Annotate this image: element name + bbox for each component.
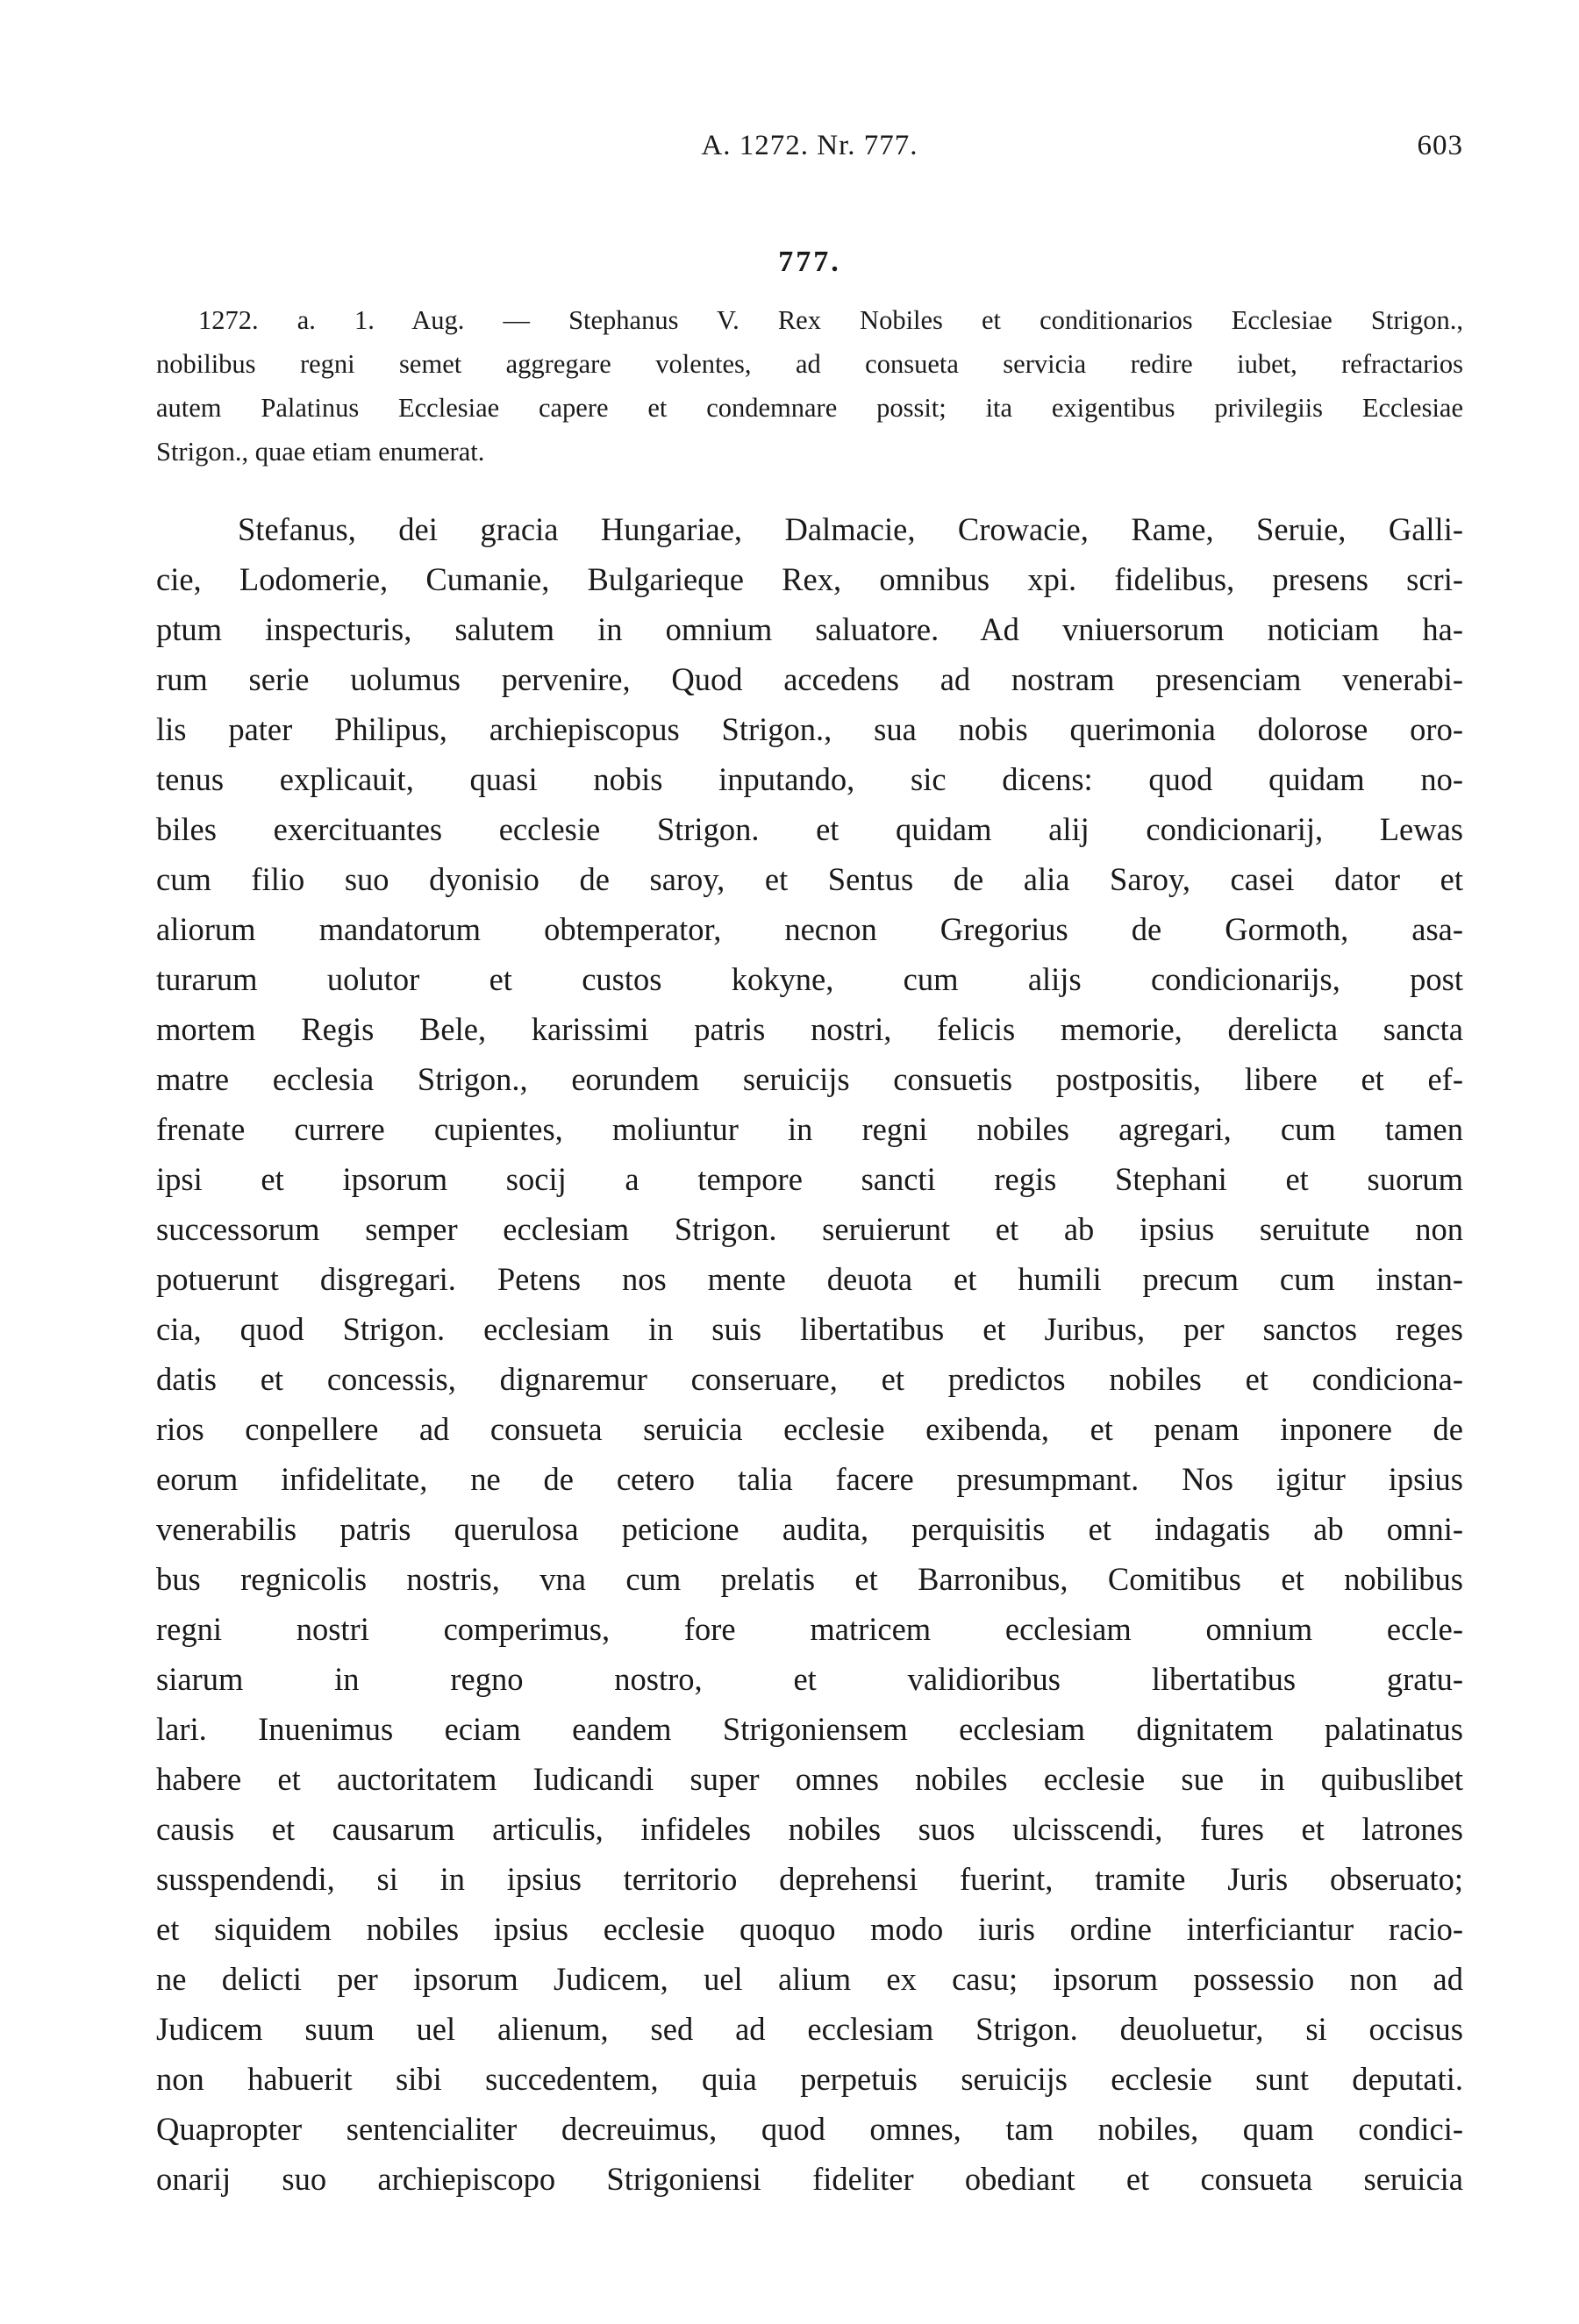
- text-line: biles exercituantes ecclesie Strigon. et quidam alij condicionarij, Lewas: [156, 811, 1463, 847]
- text-line: habere et auctoritatem Iudicandi super omnes nobiles ecclesie sue in quibuslibet: [156, 1761, 1463, 1797]
- text-line: ne delicti per ipsorum Judicem, uel alium ex casu; ipsorum possessio non ad: [156, 1961, 1463, 1997]
- regest-summary: [156, 298, 1463, 474]
- text-line: mortem Regis Bele, karissimi patris nostri, felicis memorie, derelicta sancta: [156, 1011, 1463, 1047]
- text-line: Stefanus, dei gracia Hungariae, Dalmacie, Crowacie, Rame, Seruie, Galli-: [238, 511, 1463, 547]
- page-number: 603: [1417, 130, 1463, 161]
- regest-line: 1272. a. 1. Aug. — Stephanus V. Rex Nobiles et conditionarios Ecclesiae Strigon.,: [198, 305, 1463, 335]
- text-line: onarij suo archiepiscopo Strigoniensi fideliter obediant et consueta seruicia: [156, 2161, 1463, 2197]
- text-line: et siquidem nobiles ipsius ecclesie quoquo modo iuris ordine interficiantur racio-: [156, 1911, 1463, 1947]
- text-line: rios conpellere ad consueta seruicia ecclesie exibenda, et penam inponere de: [156, 1411, 1463, 1447]
- text-line: bus regnicolis nostris, vna cum prelatis et Barronibus, Comitibus et nobilibus: [156, 1561, 1463, 1597]
- text-line: ipsi et ipsorum socij a tempore sancti regis Stephani et suorum: [156, 1161, 1463, 1197]
- text-line: datis et concessis, dignaremur conseruare, et predictos nobiles et condiciona-: [156, 1361, 1463, 1397]
- text-line: eorum infidelitate, ne de cetero talia facere presumpmant. Nos igitur ipsius: [156, 1461, 1463, 1497]
- text-line: potuerunt disgregari. Petens nos mente deuota et humili precum cum instan-: [156, 1261, 1463, 1297]
- text-line: susspendendi, si in ipsius territorio deprehensi fuerint, tramite Juris obseruato;: [156, 1861, 1463, 1897]
- text-line: frenate currere cupientes, moliuntur in regni nobiles agregari, cum tamen: [156, 1111, 1463, 1147]
- text-line: matre ecclesia Strigon., eorundem seruicijs consuetis postpositis, libere et ef-: [156, 1061, 1463, 1097]
- text-line: turarum uolutor et custos kokyne, cum alijs condicionarijs, post: [156, 961, 1463, 997]
- text-line: Judicem suum uel alienum, sed ad ecclesiam Strigon. deuoluetur, si occisus: [156, 2011, 1463, 2047]
- text-line: Quapropter sentencialiter decreuimus, quod omnes, tam nobiles, quam condici-: [156, 2111, 1463, 2147]
- regest-line: autem Palatinus Ecclesiae capere et condemnare possit; ita exigentibus privilegiis Ecclesiae: [156, 393, 1463, 423]
- document-number: 777.: [778, 246, 841, 278]
- text-line: venerabilis patris querulosa peticione audita, perquisitis et indagatis ab omni-: [156, 1511, 1463, 1547]
- text-line: cia, quod Strigon. ecclesiam in suis libertatibus et Juribus, per sanctos reges: [156, 1311, 1463, 1347]
- running-title: A. 1272. Nr. 777.: [701, 130, 918, 161]
- text-line: causis et causarum articulis, infideles nobiles suos ulcisscendi, fures et latrones: [156, 1811, 1463, 1847]
- text-line: tenus explicauit, quasi nobis inputando, sic dicens: quod quidam no-: [156, 761, 1463, 797]
- text-line: cie, Lodomerie, Cumanie, Bulgarieque Rex, omnibus xpi. fidelibus, presens scri-: [156, 561, 1463, 597]
- text-line: cum filio suo dyonisio de saroy, et Sentus de alia Saroy, casei dator et: [156, 861, 1463, 897]
- text-line: successorum semper ecclesiam Strigon. seruierunt et ab ipsius seruitute non: [156, 1211, 1463, 1247]
- text-line: siarum in regno nostro, et validioribus libertatibus gratu-: [156, 1661, 1463, 1697]
- text-line: rum serie uolumus pervenire, Quod accedens ad nostram presenciam venerabi-: [156, 661, 1463, 697]
- text-line: ptum inspecturis, salutem in omnium saluatore. Ad vniuersorum noticiam ha-: [156, 611, 1463, 647]
- regest-line: nobilibus regni semet aggregare volentes, ad consueta servicia redire iubet, refractarios: [156, 349, 1463, 379]
- regest-line: Strigon., quae etiam enumerat.: [156, 437, 485, 467]
- text-line: aliorum mandatorum obtemperator, necnon Gregorius de Gormoth, asa-: [156, 911, 1463, 947]
- text-line: lari. Inuenimus eciam eandem Strigoniensem ecclesiam dignitatem palatinatus: [156, 1711, 1463, 1747]
- text-line: lis pater Philipus, archiepiscopus Strigon., sua nobis querimonia dolorose oro-: [156, 711, 1463, 747]
- text-line: non habuerit sibi succedentem, quia perpetuis seruicijs ecclesie sunt deputati.: [156, 2061, 1463, 2097]
- charter-text: [156, 504, 1463, 2204]
- page-header: [156, 130, 1463, 174]
- text-line: regni nostri comperimus, fore matricem ecclesiam omnium eccle-: [156, 1611, 1463, 1647]
